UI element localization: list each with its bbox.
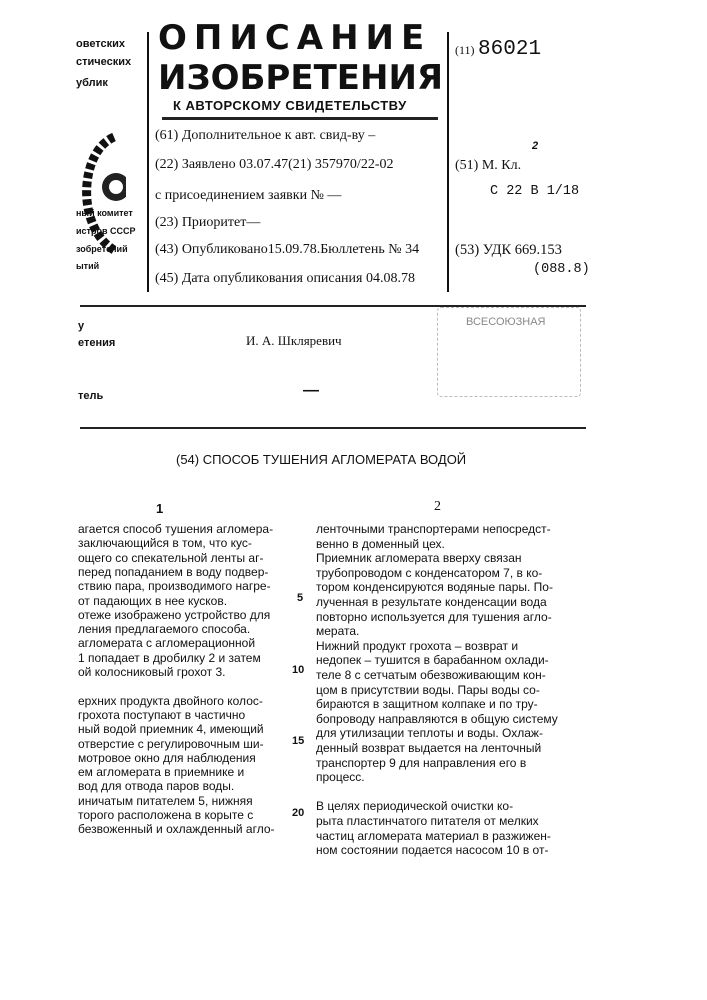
committee-line-2: истров СССР	[76, 226, 135, 236]
field-61: (61) Дополнительное к авт. свид-ву –	[155, 128, 375, 144]
text-line: ой колосниковый грохот 3.	[78, 665, 225, 679]
text-line: заключающийся в том, что кус-	[78, 536, 252, 550]
text-line: недопек – тушится в барабанном охлади-	[316, 653, 549, 667]
text-line: грохота поступают в частично	[78, 708, 245, 722]
text-line: рыта пластинчатого питателя от мелких	[316, 814, 539, 828]
udk-value: (088.8)	[533, 262, 590, 277]
text-line: отеже изображено устройство для	[78, 608, 270, 622]
text-line: ленточными транспортерами непосредст-	[316, 522, 551, 536]
text-line: иничатым питателем 5, нижняя	[78, 794, 253, 808]
org-line-3: ублик	[76, 77, 108, 89]
text-line: ствию пара, производимого нагре-	[78, 579, 271, 593]
stamp-text: ВСЕСОЮЗНАЯ	[466, 316, 546, 328]
text-line: ном состоянии подается насосом 10 в от-	[316, 843, 548, 857]
text-line: мерата.	[316, 624, 359, 638]
library-stamp	[437, 307, 581, 397]
title-line-1: ОПИСАНИЕ	[158, 18, 431, 58]
text-line: ный водой приемник 4, имеющий	[78, 722, 264, 736]
fragment-1: у	[78, 320, 84, 332]
text-line: ощего со спекательной ленты аг-	[78, 551, 263, 565]
text-line: 1 попадает в дробилку 2 и затем	[78, 651, 261, 665]
field-43: (43) Опубликовано15.09.78.Бюллетень № 34	[155, 242, 419, 258]
mkl-superscript: 2	[532, 140, 538, 152]
divider-right	[447, 32, 449, 292]
text-line: транспортер 9 для направления его в	[316, 756, 526, 770]
text-line: вод для отвода паров воды.	[78, 779, 234, 793]
committee-line-1: ный комитет	[76, 208, 133, 218]
text-line: денный возврат выдается на ленточный	[316, 741, 541, 755]
text-line: Приемник агломерата вверху связан	[316, 551, 522, 565]
text-line: безвоженный и охлажденный агло-	[78, 822, 275, 836]
text-line: агломерата с агломерационной	[78, 636, 255, 650]
patent-number	[455, 38, 541, 61]
fragment-3: тель	[78, 390, 103, 402]
text-line: отверстие с регулировочным ши-	[78, 737, 264, 751]
text-line: частиц агломерата материал в разжижен-	[316, 829, 551, 843]
org-line-1: оветских	[76, 38, 125, 50]
text-line: ем агломерата в приемнике и	[78, 765, 244, 779]
patent-number-value: 86021	[478, 38, 541, 61]
text-line: теле 8 с сетчатым обезвоживающим кон-	[316, 668, 546, 682]
subtitle-underline	[162, 117, 438, 120]
field-23: (23) Приоритет—	[155, 215, 260, 231]
text-line: мотровое окно для наблюдения	[78, 751, 256, 765]
mkl-label: (51) М. Кл.	[455, 158, 521, 174]
line-number-20: 20	[292, 807, 304, 819]
fragment-2: етения	[78, 337, 115, 349]
udk-label: (53) УДК 669.153	[455, 242, 562, 259]
field-45: (45) Дата опубликования описания 04.08.78	[155, 271, 415, 287]
text-line: Нижний продукт грохота – возврат и	[316, 639, 518, 653]
text-line: трубопроводом с конденсатором 7, в ко-	[316, 566, 542, 580]
text-line: тором конденсируются водяные пары. По-	[316, 580, 553, 594]
line-number-5: 5	[297, 592, 303, 604]
committee-line-4: ытий	[76, 261, 99, 271]
text-line: перед попаданием в воду подвер-	[78, 565, 268, 579]
text-line: венно в доменный цех.	[316, 537, 445, 551]
column-number-2: 2	[434, 499, 441, 515]
text-line: агается способ тушения агломера-	[78, 522, 273, 536]
text-line: бопроводу направляются в общую систему	[316, 712, 558, 726]
divider-left	[147, 32, 149, 292]
text-line: лученная в результате конденсации вода	[316, 595, 547, 609]
text-line: для утилизации теплоты и воды. Охлаж-	[316, 726, 543, 740]
title-line-2: ИЗОБРЕТЕНИЯ	[158, 58, 443, 98]
text-line: процесс.	[316, 770, 365, 784]
patent-number-code: (11)	[455, 43, 475, 57]
column-number-1: 1	[156, 501, 163, 516]
field-attach: с присоединением заявки № —	[155, 188, 341, 204]
author-name: И. А. Шкляревич	[246, 333, 342, 349]
mkl-value: C 22 B 1/18	[490, 184, 579, 199]
text-line: от падающих в нее кусков.	[78, 594, 227, 608]
dash: —	[303, 382, 319, 400]
invention-title: (54) СПОСОБ ТУШЕНИЯ АГЛОМЕРАТА ВОДОЙ	[176, 452, 466, 467]
text-line: торого расположена в корыте с	[78, 808, 253, 822]
rule-bottom	[80, 427, 586, 429]
text-line: цом в присутствии воды. Пары воды со-	[316, 683, 540, 697]
committee-line-3: зобретений	[76, 244, 128, 254]
line-number-15: 15	[292, 735, 304, 747]
text-line: ления предлагаемого способа.	[78, 622, 250, 636]
text-line: бираются в защитном колпаке и по тру-	[316, 697, 538, 711]
text-line: В целях периодической очистки ко-	[316, 799, 513, 813]
org-line-2: стических	[76, 56, 131, 68]
text-line: ерхних продукта двойного колос-	[78, 694, 263, 708]
subtitle: К АВТОРСКОМУ СВИДЕТЕЛЬСТВУ	[173, 98, 407, 113]
text-line: повторно используется для тушения агло-	[316, 610, 552, 624]
field-22: (22) Заявлено 03.07.47(21) 357970/22-02	[155, 157, 394, 173]
line-number-10: 10	[292, 664, 304, 676]
